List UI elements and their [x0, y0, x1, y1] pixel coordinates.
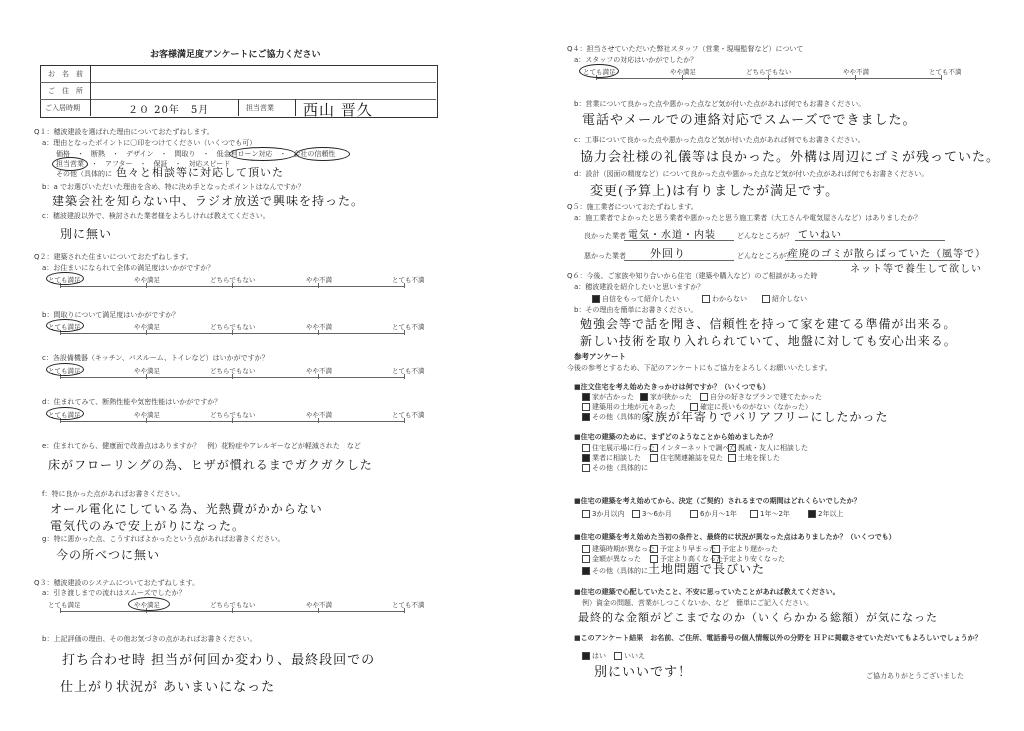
q4-d-text: d：設計（図面の精度など）について良かった点や悪かった点など気が付いた点があれば何でもお書きください。	[574, 170, 929, 178]
circle-loan-mark	[229, 147, 296, 161]
thanks-text: ご協力ありがとうございました	[866, 672, 964, 680]
q2-a-text: a：お住まいになられて全体の満足度はいかがですか？	[42, 264, 215, 272]
s2-option[interactable]: 業者に相談した	[582, 454, 641, 463]
q6-title: Q６：今後、ご家族や知り合いから住宅（建築や購入など）のご相談があった時	[567, 272, 818, 280]
q2-f-answer-1: オール電化にしている為、光熱費がかからない	[50, 502, 323, 516]
s4-option[interactable]: 建築時期が異なった	[582, 545, 655, 554]
s3-option[interactable]: 3か月以内	[582, 510, 624, 519]
q4-b-text: b：営業について良かった点や悪かった点など気が付いた点があれば何でもお書きください。	[574, 100, 866, 108]
s4-title: ■住宅の建築を考え始めた当初の条件と、最終的に状況が異なった点はありましたか？（いくつでも）	[574, 533, 896, 541]
s3-option[interactable]: 2年以上	[808, 510, 843, 519]
q6-b-answer-2: 新しい技術を取り入れられていて、地盤に対しても安心出来る。	[580, 334, 957, 348]
q4-c-text: c：工事について良かった点や悪かった点など気が付いた点があれば何でもお書きください。	[574, 136, 865, 144]
q5-bad-reason: 産廃のゴミが散らばっていた（風等で）	[788, 249, 986, 260]
selected-answer-mark	[128, 597, 170, 611]
s1-option[interactable]: 家が古かった	[582, 393, 634, 402]
reference-intro: 今後の参考とするため、下記のアンケートにもご協力をよろしくお願いいたします。	[567, 364, 832, 372]
s4-option[interactable]: 予定より遅かった	[712, 545, 778, 554]
survey-title: お客様満足度アンケートにご協力ください	[150, 50, 321, 60]
q1-a-text: a：理由となったポイントに〇印をつけてください（いくつでも可）	[42, 139, 257, 147]
s1-option[interactable]: 確定に長いものがない（なかった）	[690, 403, 812, 412]
s3-option[interactable]: 6か月〜1年	[690, 510, 737, 519]
q1-options-row3: その他（具体的に	[56, 170, 112, 178]
q5-bad-reason-2: ネット等で養生して欲しい	[850, 264, 982, 275]
q1-title: Q１：穂波建設を選ばれた理由についておたずねします。	[34, 128, 214, 136]
q2-g-answer: 今の所べつに無い	[56, 548, 161, 562]
s6-option-no[interactable]: いいえ	[614, 652, 645, 661]
selected-answer-mark	[46, 272, 84, 285]
s1-option[interactable]: 自分の好きなプランで建てたかった	[700, 393, 822, 402]
q6-option-3[interactable]: 紹介しない	[762, 295, 807, 304]
circle-trust-mark	[296, 147, 350, 161]
q4-c-answer: 協力会社様の礼儀等は良かった。外構は周辺にゴミが残っていた。	[580, 150, 1001, 165]
reference-survey-title: 参考アンケート	[574, 352, 627, 361]
s2-option[interactable]: 土地を探した	[728, 454, 780, 463]
selected-answer-mark	[46, 319, 84, 332]
q1-b-answer: 建築会社を知らない中、ラジオ放送で興味を持った。	[52, 194, 365, 208]
s3-option[interactable]: 1年〜2年	[750, 510, 790, 519]
q4-a-text: a：スタッフの対応はいかがでしたか？	[574, 56, 698, 64]
selected-answer-mark	[579, 64, 619, 78]
q5-good-reason: ていねい	[798, 230, 842, 241]
s1-other-answer: 家族が年寄りでバリアフリーにしたかった	[642, 410, 889, 424]
s4-option[interactable]: その他（具体的に	[582, 567, 648, 576]
q4-title: Q４：担当させていただいた弊社スタッフ（営業・現場監督など）について	[567, 45, 804, 53]
q4-d-answer: 変更(予算上)は有りましたが満足です。	[590, 184, 840, 199]
s1-option[interactable]: 家が狭かった	[640, 393, 692, 402]
s4-option[interactable]: 金額が異なった	[582, 555, 641, 564]
address-label: ご 住 所	[48, 87, 83, 95]
q3-title: Q３：穂波建設のシステムについておたずねします。	[34, 579, 200, 587]
q6-option-1[interactable]: 自信をもって紹介したい	[592, 295, 679, 304]
s6-answer: 別にいいです！	[594, 665, 693, 680]
q3-a-text: a：引き渡しまでの流れはスムーズでしたか？	[42, 589, 186, 597]
q2-b-text: b：間取りについて満足度はいかがですか？	[42, 311, 180, 319]
s2-option[interactable]: 住宅展示場に行った	[582, 444, 655, 453]
s1-option[interactable]: 建築用の土地が元々あった	[582, 403, 676, 412]
q3-b-answer-1: 打ち合わせ時 担当が何回か変わり、最終段回での	[62, 653, 376, 668]
s5-title: ■住宅の建築で心配していたこと、不安に思っていたことがあれば教えてください。	[574, 588, 840, 596]
name-label: お 名 前	[48, 70, 83, 78]
q2-title: Q２：建築された住まいについておたずねします。	[34, 253, 193, 261]
q1-options-row2: 担当営業 ・ アフター ・ 保証 ・ 対応スピード	[56, 160, 231, 168]
q2-d-text: d：住まれてみて、断熱性能や気密性能はいかがですか？	[42, 398, 222, 406]
s4-option[interactable]: 予定より早まった	[650, 545, 716, 554]
s3-option[interactable]: 3〜6か月	[632, 510, 672, 519]
q2-e-text: e：住まれてから、健康面で改善点はありますか？ 例）花粉症やアレルギーなどが軽減された など	[42, 442, 361, 450]
s4-option[interactable]: 予定より安くなった	[712, 555, 785, 564]
s5-example: 例）資金の問題、営業がしつこくないか、など 簡単にご記入ください。	[582, 599, 813, 607]
q1-c-answer: 別に無い	[60, 227, 113, 241]
q2-f-text: f：特に良かった点があればお書きください。	[42, 490, 185, 498]
s3-title: ■住宅の建築を考え始めてから、決定（ご契約）されるまでの期間はどれくらいでしたか？	[574, 497, 861, 505]
q1-other-answer: 色々と相談等に対応して頂いた	[116, 166, 284, 179]
q5-bad-value: 外回り	[650, 247, 686, 260]
s4-option[interactable]: 予定より高くなった	[650, 555, 723, 564]
staff-value: 西山 晋久	[303, 101, 373, 119]
s2-option[interactable]: その他（具体的に	[582, 464, 648, 473]
q6-b-answer-1: 勉強会等で話を聞き、信頼性を持って家を建てる準備が出来る。	[580, 317, 957, 331]
q1-c-text: c：穂波建設以外で、検討された業者様をよろしければ教えてください。	[42, 212, 270, 220]
s2-option[interactable]: インターネットで調べた	[650, 444, 736, 453]
q5-a-text: a：施工業者でよかったと思う業者や悪かったと思う施工業者（大工さんや電気屋さんなど）はありましたか？	[574, 214, 922, 222]
circle-sales-mark	[52, 157, 88, 171]
q3-b-answer-2: 仕上がり状況が あいまいになった	[60, 680, 276, 695]
q5-good-value: 電気・水道・内装	[628, 230, 716, 241]
s6-option-yes[interactable]: はい	[582, 652, 606, 661]
q2-e-answer: 床がフローリングの為、ヒザが慣れるまでガクガクした	[48, 458, 373, 472]
q4-b-answer: 電話やメールでの連絡対応でスムーズでできました。	[582, 113, 917, 128]
s2-title: ■住宅の建築のために、まずどのようなことから始めましたか？	[574, 433, 777, 441]
q6-a-text: a：穂波建設を紹介したいと思いますか？	[574, 283, 705, 291]
s2-option[interactable]: 親戚・友人に相談した	[728, 444, 808, 453]
q2-g-text: g：特に悪かった点、こうすればよかったという点があればお書きください。	[42, 535, 285, 543]
move-in-value: ２０ 20年 5月	[128, 105, 210, 116]
move-in-label: ご入居時期	[45, 104, 80, 112]
s2-option[interactable]: 住宅関連雑誌を見た	[650, 454, 723, 463]
q1-options-row1: 価格 ・ 断熱 ・ デザイン ・ 間取り ・ 低金利ローン対応 ・ 会社の信頼性	[56, 150, 336, 158]
q2-c-text: c：各設備機器（キッチン、バスルーム、トイレなど）はいかがですか？	[42, 354, 269, 362]
q5-good-label: 良かった業者	[584, 232, 626, 240]
q5-bad-question: どんなところが？	[737, 252, 793, 260]
staff-label: 担当営業	[246, 104, 274, 112]
q5-bad-label: 悪かった業者	[584, 252, 626, 260]
q5-good-question: どんなところが？	[737, 232, 793, 240]
s6-title: ■このアンケート結果 お名前、ご住所、電話番号の個人情報以外の分野を ＨＰに掲載させていただいてもよろしいでしょうか？	[574, 634, 982, 642]
q1-b-text: b：a でお選びいただいた理由を含め、特に決め手となったポイントはなんですか？	[42, 183, 305, 191]
q5-title: Q５：施工業者についておたずねします。	[567, 203, 698, 211]
s4-other-answer: 土地問題で長びいた	[648, 562, 766, 576]
q6-b-text: b：その理由を簡単にお書きください。	[574, 306, 698, 314]
s1-title: ■注文住宅を考え始めたきっかけは何ですか？（いくつでも）	[574, 383, 770, 391]
s5-answer: 最終的な金額がどこまでなのか（いくらかかる総額）が気になった	[578, 611, 938, 624]
selected-answer-mark	[46, 407, 84, 420]
q3-b-text: b：上記評価の理由、その他お気づきの点があればお書きください。	[42, 635, 257, 643]
q6-option-2[interactable]: わからない	[702, 295, 747, 304]
s1-option[interactable]: その他（具体的に	[582, 413, 648, 422]
selected-answer-mark	[46, 363, 84, 376]
q2-f-answer-2: 電気代のみで安上がりになった。	[50, 519, 246, 533]
